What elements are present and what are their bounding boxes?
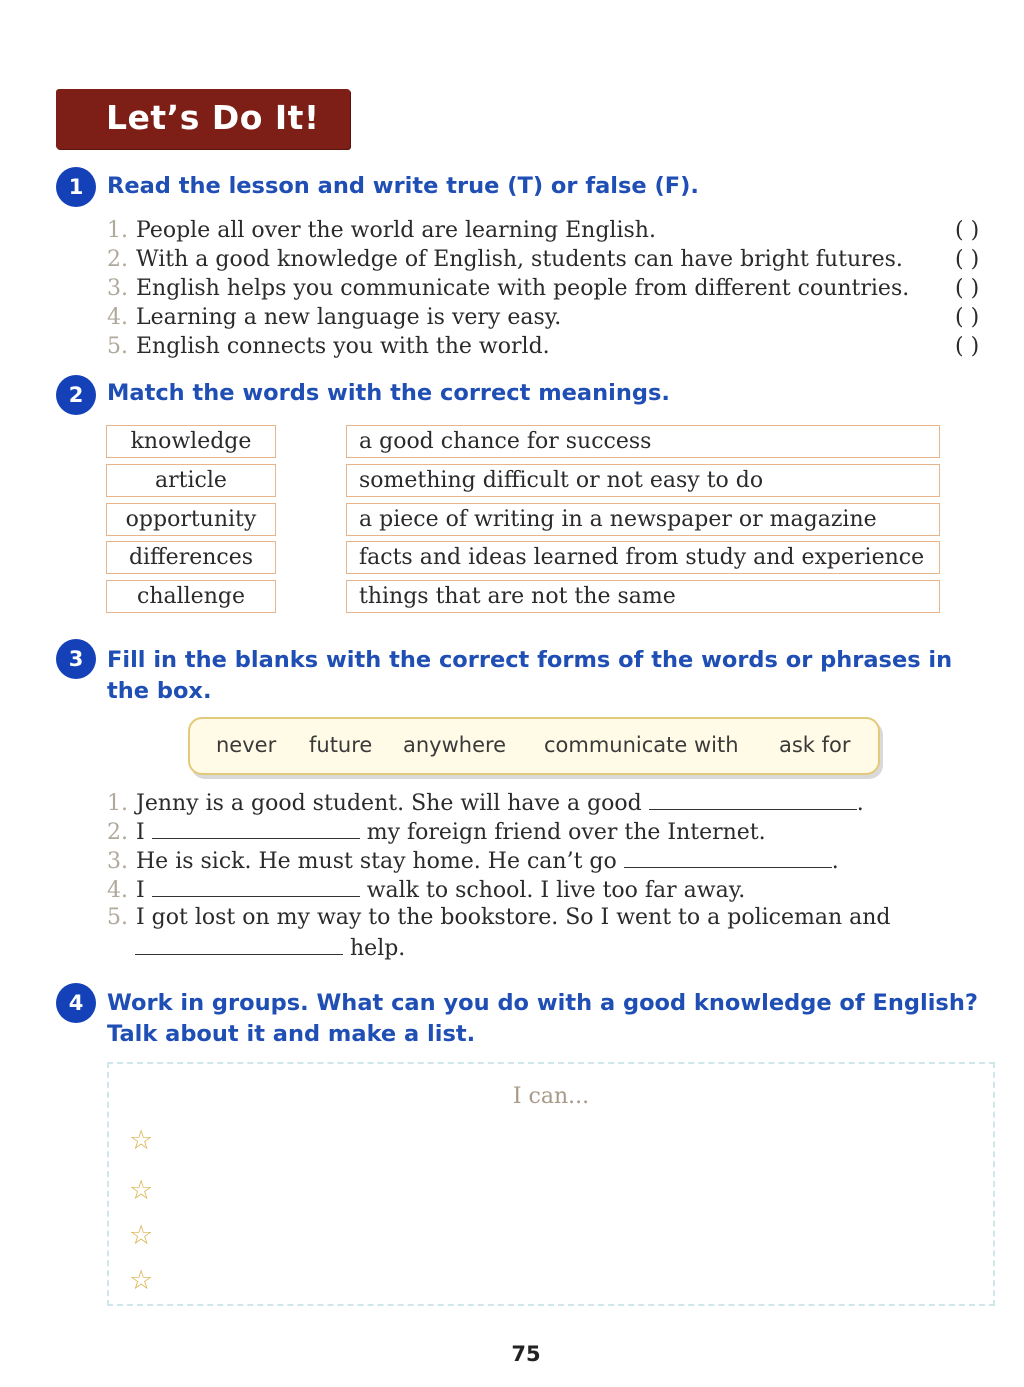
tf-item: 4. Learning a new language is very easy. [107, 305, 562, 330]
word-bank-word: never [216, 733, 277, 757]
fill-item: 4. I walk to school. I live too far away. [107, 874, 745, 905]
match-word-box[interactable]: opportunity [106, 503, 276, 536]
banner-title: Let’s Do It! [106, 98, 320, 137]
answer-blank[interactable] [624, 845, 832, 868]
match-meaning-box[interactable]: a piece of writing in a newspaper or magazine [346, 503, 940, 536]
fill-item: 1. Jenny is a good student. She will have a good . [107, 787, 864, 818]
section-1-number: 1 [56, 167, 96, 207]
match-meaning-box[interactable]: something difficult or not easy to do [346, 464, 940, 497]
list-box[interactable] [107, 1062, 995, 1306]
section-2-title: Match the words with the correct meanings. [107, 380, 670, 406]
list-caption: I can... [512, 1084, 590, 1109]
tf-answer-slot[interactable]: ( ) [955, 247, 980, 272]
section-4-title: Work in groups. What can you do with a good knowledge of English? Talk about it and make a list. [107, 990, 978, 1047]
tf-item: 3. English helps you communicate with people from different countries. [107, 276, 910, 301]
match-word-box[interactable]: article [106, 464, 276, 497]
star-icon: ☆ [129, 1265, 154, 1296]
star-icon: ☆ [129, 1175, 154, 1206]
tf-item: 1. People all over the world are learning English. [107, 218, 656, 243]
lets-do-it-banner [56, 89, 350, 149]
tf-answer-slot[interactable]: ( ) [955, 218, 980, 243]
section-4-number: 4 [56, 983, 96, 1023]
star-icon: ☆ [129, 1125, 154, 1156]
word-bank-box [188, 717, 880, 775]
section-1-title: Read the lesson and write true (T) or false (F). [107, 173, 699, 199]
match-meaning-box[interactable]: things that are not the same [346, 580, 940, 613]
tf-answer-slot[interactable]: ( ) [955, 276, 980, 301]
section-3-title: Fill in the blanks with the correct forms of the words or phrases in the box. [107, 647, 953, 704]
answer-blank[interactable] [135, 932, 343, 955]
fill-item: 3. He is sick. He must stay home. He can’t go . [107, 845, 839, 876]
answer-blank[interactable] [649, 787, 857, 810]
match-meaning-box[interactable]: facts and ideas learned from study and experience [346, 541, 940, 574]
word-bank-word: future [309, 733, 373, 757]
fill-item-continued: help. [135, 932, 405, 963]
fill-item: 2. I my foreign friend over the Internet. [107, 816, 766, 847]
tf-item: 2. With a good knowledge of English, students can have bright futures. [107, 247, 903, 272]
word-bank-word: ask for [779, 733, 851, 757]
answer-blank[interactable] [152, 874, 360, 897]
match-meaning-box[interactable]: a good chance for success [346, 425, 940, 458]
word-bank-word: communicate with [544, 733, 739, 757]
section-2-number: 2 [56, 375, 96, 415]
section-3-number: 3 [56, 639, 96, 679]
match-word-box[interactable]: knowledge [106, 425, 276, 458]
page-number: 75 [511, 1342, 541, 1366]
match-word-box[interactable]: differences [106, 541, 276, 574]
match-word-box[interactable]: challenge [106, 580, 276, 613]
fill-item: 5. I got lost on my way to the bookstore. So I went to a policeman and [107, 905, 891, 930]
star-icon: ☆ [129, 1220, 154, 1251]
tf-answer-slot[interactable]: ( ) [955, 305, 980, 330]
answer-blank[interactable] [152, 816, 360, 839]
tf-item: 5. English connects you with the world. [107, 334, 550, 359]
tf-answer-slot[interactable]: ( ) [955, 334, 980, 359]
word-bank-word: anywhere [403, 733, 507, 757]
